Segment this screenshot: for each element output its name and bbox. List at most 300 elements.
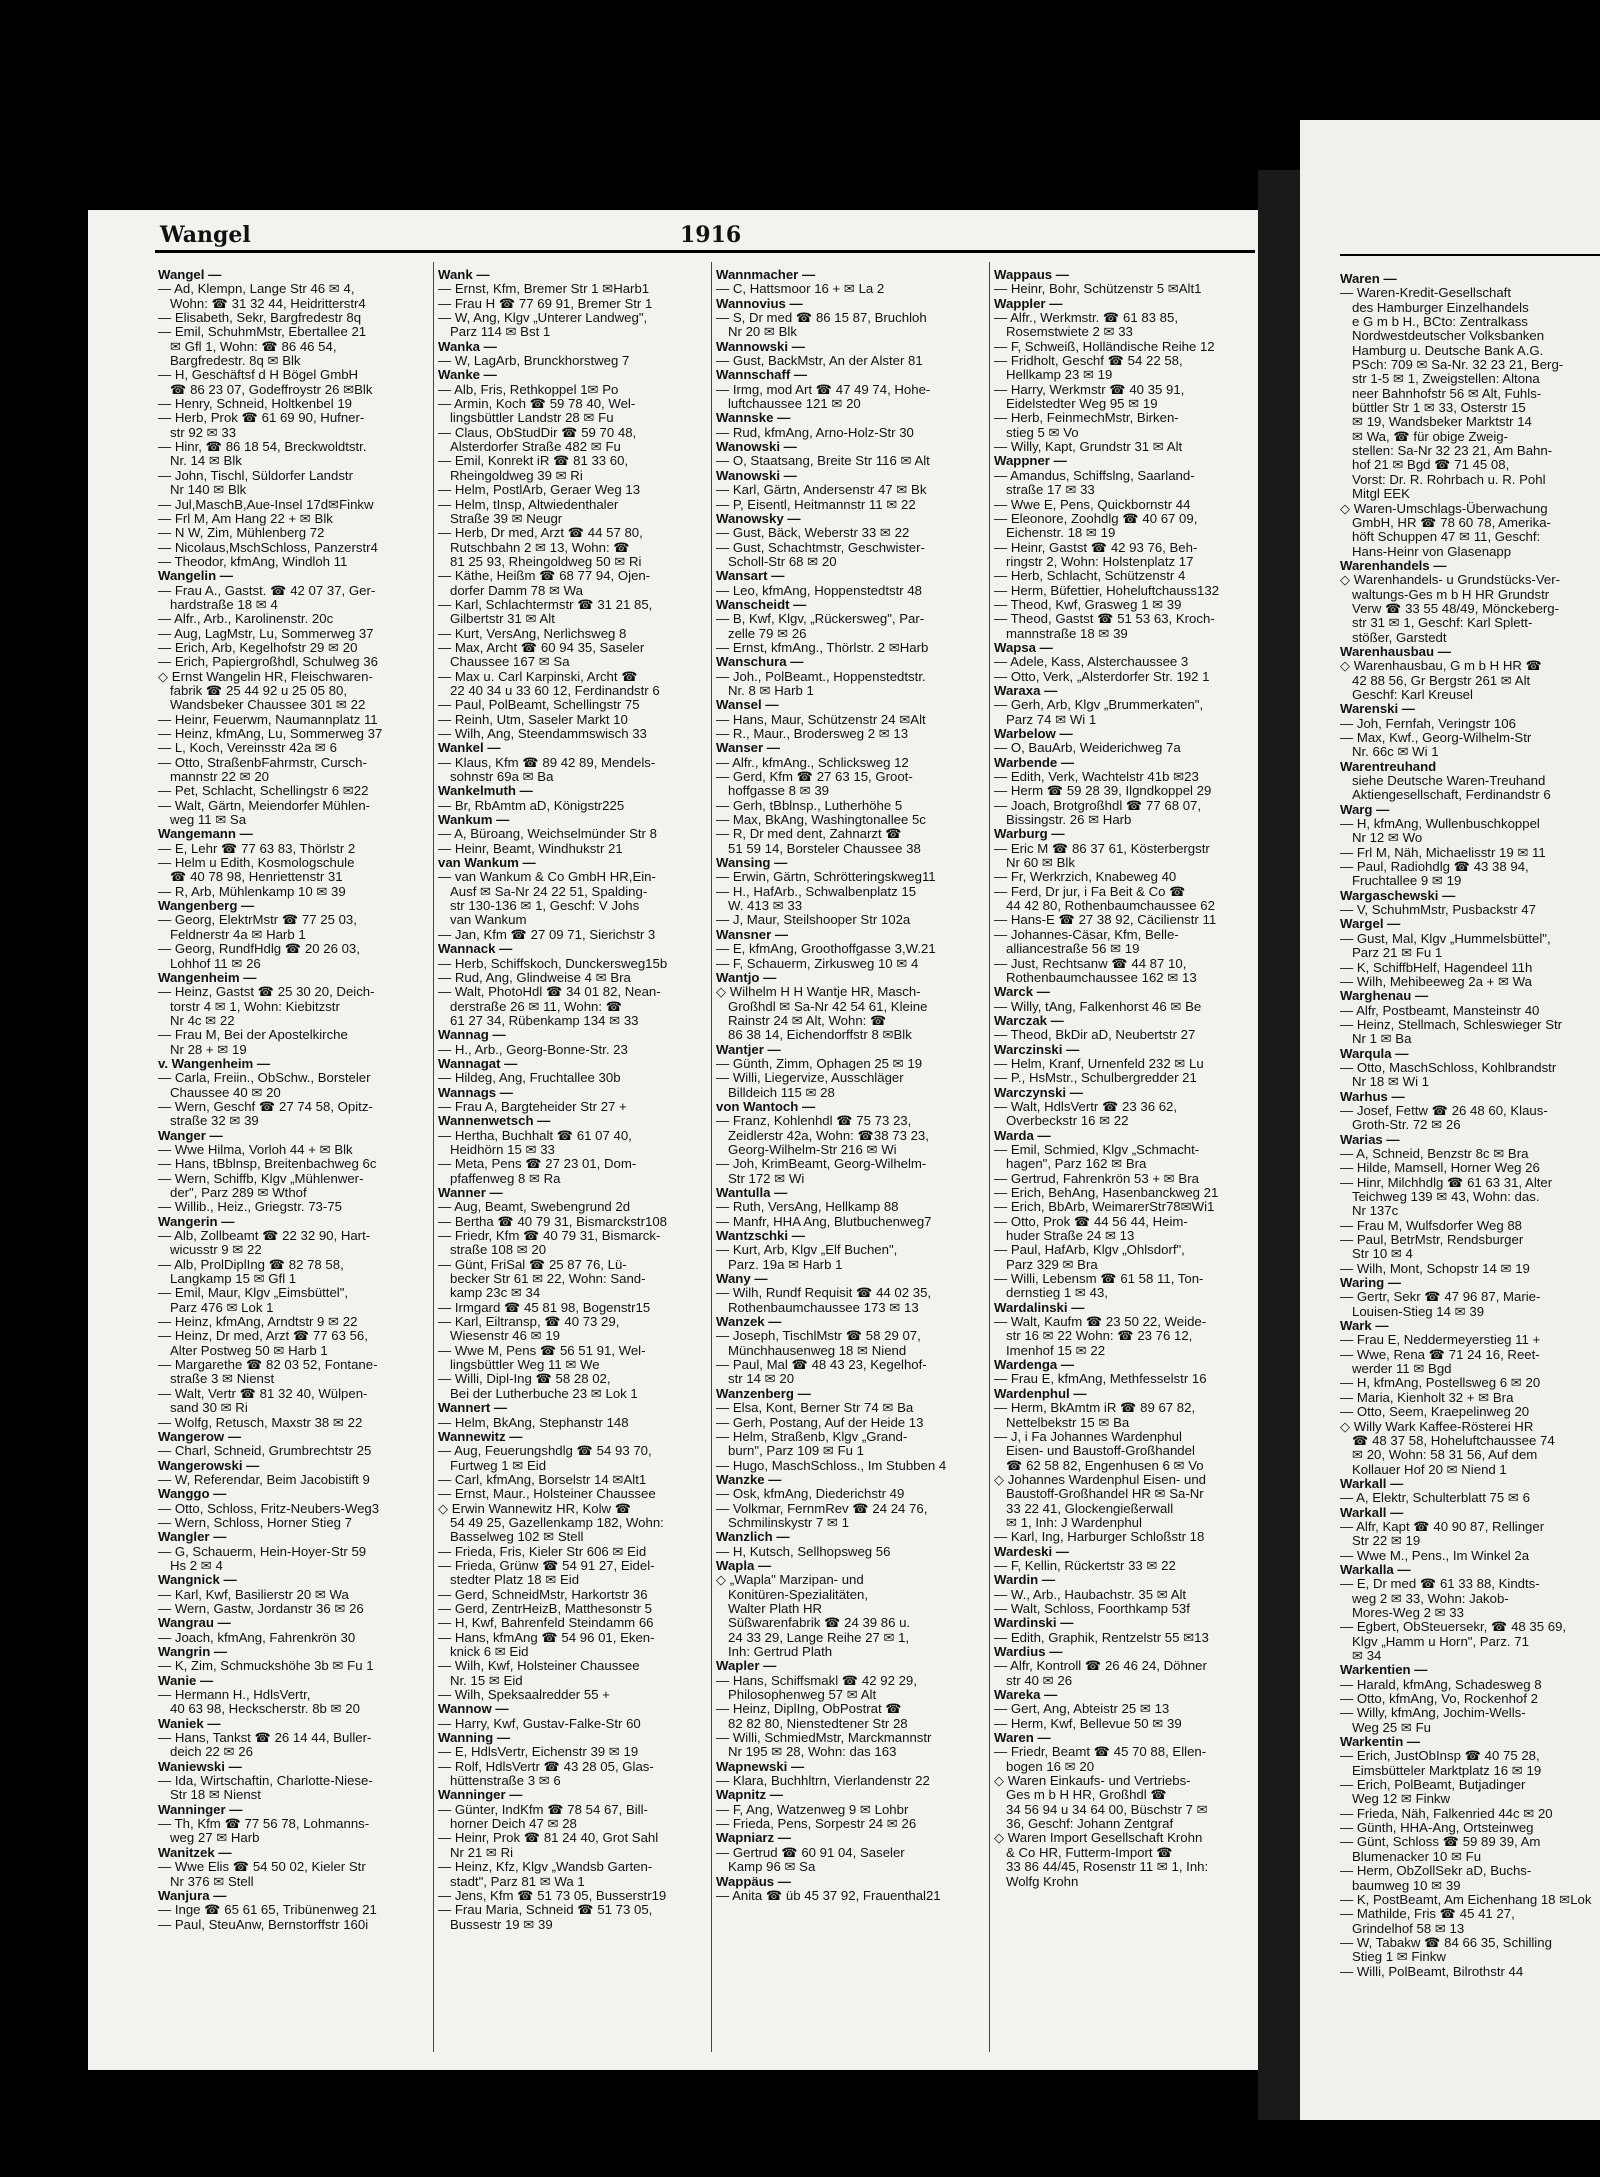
entry-line: — Erwin, Gärtn, Schrötteringskweg11 xyxy=(716,870,936,885)
entry-line: — Alfr, Kontroll ☎ 26 46 24, Döhner xyxy=(994,1659,1207,1674)
entry-line: Nr 195 ✉ 28, Wohn: das 163 xyxy=(728,1745,897,1760)
entry-line: Groth-Str. 72 ✉ 26 xyxy=(1352,1118,1461,1133)
entry-line: Parz 21 ✉ Fu 1 xyxy=(1352,946,1443,961)
entry-line: — H, Kwf, Bahrenfeld Steindamm 66 xyxy=(438,1616,654,1631)
entry-line: — Karl, Ing, Harburger Schloßstr 18 xyxy=(994,1530,1205,1545)
entry-line: Inh: Gertrud Plath xyxy=(728,1645,833,1659)
entry-line: — Willi, Dipl-Ing ☎ 58 28 02, xyxy=(438,1372,611,1387)
entry-line: — Hildeg, Ang, Fruchtallee 30b xyxy=(438,1071,621,1086)
entry-line: Teichweg 139 ✉ 43, Wohn: das. xyxy=(1352,1190,1540,1204)
entry-line: — Günth, Zimm, Ophagen 25 ✉ 19 xyxy=(716,1056,923,1071)
entry-line: — K, PostBeamt, Am Eichenhang 18 ✉Lok xyxy=(1340,1892,1592,1907)
entry-line: Wanzek — xyxy=(716,1315,782,1330)
entry-line: — Emil, Konrekt iR ☎ 81 33 60, xyxy=(438,454,629,469)
entry-line: Warentreuhand xyxy=(1340,759,1437,774)
entry-line: Wannewitz — xyxy=(438,1429,523,1444)
entry-line: ☎ 40 78 98, Henriettenstr 31 xyxy=(170,870,343,885)
entry-line: Nr 137c xyxy=(1352,1204,1399,1219)
entry-line: Bissingstr. 26 ✉ Harb xyxy=(1006,813,1132,828)
entry-line: — Inge ☎ 65 61 65, Tribünenweg 21 xyxy=(158,1903,377,1918)
entry-line: — Theod, BkDir aD, Neubertstr 27 xyxy=(994,1028,1196,1043)
entry-line: — Klara, Buchhltrn, Vierlandenstr 22 xyxy=(716,1774,930,1789)
entry-line: ◇ Waren Import Gesellschaft Krohn xyxy=(994,1831,1203,1846)
entry-line: — Wwe E, Pens, Quickbornstr 44 xyxy=(994,497,1191,512)
entry-line: — Frieda, Grünw ☎ 54 91 27, Eidel- xyxy=(438,1558,655,1573)
entry-line: 86 38 14, Eichendorffstr 8 ✉Blk xyxy=(728,1028,912,1043)
entry-line: Wanser — xyxy=(716,741,780,756)
entry-line: — Claus, ObStudDir ☎ 59 70 48, xyxy=(438,425,637,440)
entry-line: — Egbert, ObSteuersekr, ☎ 48 35 69, xyxy=(1340,1620,1567,1635)
entry-line: Alter Postweg 50 ✉ Harb 1 xyxy=(170,1343,328,1358)
entry-line: Wapnitz — xyxy=(716,1788,783,1803)
entry-line: — Otto, Schloss, Fritz-Neubers-Weg3 xyxy=(158,1501,380,1516)
entry-line: — Käthe, Heißm ☎ 68 77 94, Ojen- xyxy=(438,569,651,584)
column-5 xyxy=(1340,272,1600,1979)
entry-line: Warbende — xyxy=(994,755,1075,770)
entry-line: — Frau M, Wulfsdorfer Weg 88 xyxy=(1340,1218,1522,1233)
entry-line: — Wern, Schloss, Horner Stieg 7 xyxy=(158,1515,352,1530)
entry-line: baumweg 10 ✉ 39 xyxy=(1352,1878,1461,1893)
entry-line: straße 108 ✉ 20 xyxy=(450,1243,547,1258)
entry-line: — Maria, Kienholt 32 + ✉ Bra xyxy=(1340,1390,1514,1405)
entry-line: lingsbüttler Landstr 28 ✉ Fu xyxy=(450,411,614,426)
entry-line: Bargfredestr. 8q ✉ Blk xyxy=(170,354,301,369)
entry-line: mannstraße 18 ✉ 39 xyxy=(1006,626,1128,641)
entry-line: — Henry, Schneid, Holtkenbel 19 xyxy=(158,397,353,412)
entry-line: — Gertrud ☎ 60 91 04, Saseler xyxy=(716,1845,905,1860)
entry-line: — Willy, Kapt, Grundstr 31 ✉ Alt xyxy=(994,440,1183,455)
entry-line: Wannert — xyxy=(438,1401,508,1416)
entry-line: Nr 1 ✉ Ba xyxy=(1352,1032,1412,1047)
entry-line: — Mathilde, Fris ☎ 45 41 27, xyxy=(1340,1907,1515,1922)
entry-line: — Max, Archt ☎ 60 94 35, Saseler xyxy=(438,640,645,655)
entry-line: — K, Zim, Schmuckshöhe 3b ✉ Fu 1 xyxy=(158,1659,374,1674)
entry-line: Wardin — xyxy=(994,1573,1056,1588)
entry-line: — Adele, Kass, Alsterchaussee 3 xyxy=(994,655,1189,670)
entry-line: — Gert, Ang, Abteistr 25 ✉ 13 xyxy=(994,1702,1170,1717)
column-4 xyxy=(994,268,1256,1889)
entry-line: — Willi, SchmiedMstr, Marckmannstr xyxy=(716,1731,932,1746)
entry-line: Wappäus — xyxy=(716,1874,791,1889)
entry-line: ◇ Erwin Wannewitz HR, Kolw ☎ xyxy=(438,1501,632,1516)
entry-line: Wark — xyxy=(1340,1319,1389,1334)
entry-line: — Frau E, kfmAng, Methfesselstr 16 xyxy=(994,1372,1207,1387)
entry-line: Scholl-Str 68 ✉ 20 xyxy=(728,554,837,569)
entry-line: — Joh, KrimBeamt, Georg-Wilhelm- xyxy=(716,1157,927,1172)
entry-line: des Hamburger Einzelhandels xyxy=(1352,300,1529,315)
entry-line: Hans-Heinr von Glasenapp xyxy=(1352,544,1512,559)
entry-line: Nr 28 + ✉ 19 xyxy=(170,1042,247,1057)
entry-line: — Ad, Klempn, Lange Str 46 ✉ 4, xyxy=(158,282,355,297)
entry-line: 34 56 94 u 34 64 00, Büschstr 7 ✉ xyxy=(1006,1802,1208,1817)
entry-line: Eidelstedter Weg 95 ✉ 19 xyxy=(1006,397,1158,412)
entry-line: — Herb, Dr med, Arzt ☎ 44 57 80, xyxy=(438,526,643,541)
entry-line: — Gust, Schachtmstr, Geschwister- xyxy=(716,540,925,555)
entry-line: — Otto, kfmAng, Vo, Rockenhof 2 xyxy=(1340,1692,1538,1707)
entry-line: neer Bahnhofstr 56 ✉ Alt, Fuhls- xyxy=(1352,386,1542,401)
entry-line: — Frl M, Am Hang 22 + ✉ Blk xyxy=(158,511,333,526)
entry-line: Basselweg 102 ✉ Stell xyxy=(450,1530,584,1545)
entry-line: str 14 ✉ 20 xyxy=(728,1372,795,1387)
entry-line: — W., Arb., Haubachstr. 35 ✉ Alt xyxy=(994,1587,1187,1602)
entry-line: — Paul, BetrMstr, Rendsburger xyxy=(1340,1233,1524,1248)
entry-line: mannstr 22 ✉ 20 xyxy=(170,770,270,785)
entry-line: Wanzlich — xyxy=(716,1530,790,1545)
entry-line: — Gust, Mal, Klgv „Hummelsbüttel", xyxy=(1340,931,1551,946)
entry-line: — W, LagArb, Brunckhorstweg 7 xyxy=(438,354,630,369)
entry-line: Ges m b H HR, Großhdl ☎ xyxy=(1006,1788,1167,1803)
entry-line: — Margarethe ☎ 82 03 52, Fontane- xyxy=(158,1358,378,1373)
entry-line: ◇ „Wapla" Marzipan- und xyxy=(716,1573,864,1588)
entry-line: — Carl, kfmAng, Borselstr 14 ✉Alt1 xyxy=(438,1472,647,1487)
entry-line: Wappaus — xyxy=(994,268,1069,282)
entry-line: — Emil, SchuhmMstr, Ebertallee 21 xyxy=(158,325,367,340)
entry-line: Verw ☎ 33 55 48/49, Mönckeberg- xyxy=(1352,601,1560,616)
entry-line: Warkall — xyxy=(1340,1505,1404,1520)
entry-line: — Wilh, Mehibeeweg 2a + ✉ Wa xyxy=(1340,974,1532,989)
entry-line: Wanka — xyxy=(438,339,497,354)
entry-line: — Fridholt, Geschf ☎ 54 22 58, xyxy=(994,354,1183,369)
entry-line: — Wilh, Ang, Steendammswisch 33 xyxy=(438,727,647,741)
entry-line: Wohn: ☎ 31 32 44, Heidritterstr4 xyxy=(170,296,366,311)
entry-line: Hamburg u. Deutsche Bank A.G. xyxy=(1352,343,1544,358)
entry-line: — Helm, Straßenb, Klgv „Grand- xyxy=(716,1429,908,1444)
entry-line: — E, Dr med ☎ 61 33 88, Kindts- xyxy=(1340,1577,1540,1592)
entry-line: — O, Staatsang, Breite Str 116 ✉ Alt xyxy=(716,454,930,469)
entry-line: — Frau E, Neddermeyerstieg 11 + xyxy=(1340,1333,1541,1348)
entry-line: Wanner — xyxy=(438,1186,503,1200)
entry-line: — Heinr, Feuerwm, Naumannplatz 11 xyxy=(158,712,378,727)
entry-line: — Irmgard ☎ 45 81 98, Bogenstr15 xyxy=(438,1300,651,1315)
entry-line: Nettelbekstr 15 ✉ Ba xyxy=(1006,1415,1130,1430)
entry-line: — Kurt, VersAng, Nerlichsweg 8 xyxy=(438,626,627,641)
entry-line: — Hilde, Mamsell, Horner Weg 26 xyxy=(1340,1161,1540,1176)
entry-line: — F, Kellin, Rückertstr 33 ✉ 22 xyxy=(994,1558,1176,1573)
entry-line: Konitüren-Spezialitäten, xyxy=(728,1587,869,1602)
entry-line: Eimsbütteler Marktplatz 16 ✉ 19 xyxy=(1352,1763,1542,1778)
entry-line: — Alfr., kfmAng., Schlicksweg 12 xyxy=(716,755,909,770)
entry-line: Wangler — xyxy=(158,1530,227,1545)
entry-line: — Friedr, Beamt ☎ 45 70 88, Ellen- xyxy=(994,1745,1207,1760)
entry-line: Wangenberg — xyxy=(158,899,255,914)
entry-line: 54 49 25, Gazellenkamp 182, Wohn: xyxy=(450,1515,664,1530)
entry-line: — Waren-Kredit-Gesellschaft xyxy=(1340,286,1511,301)
entry-line: — Eric M ☎ 86 37 61, Kösterbergstr xyxy=(994,841,1210,856)
entry-line: Warhus — xyxy=(1340,1089,1405,1104)
entry-line: — Theod, Kwf, Grasweg 1 ✉ 39 xyxy=(994,597,1182,612)
entry-line: Wanger — xyxy=(158,1128,223,1143)
entry-line: — Volkmar, FernmRev ☎ 24 24 76, xyxy=(716,1501,928,1516)
entry-line: ◇ Wilhelm H H Wantje HR, Masch- xyxy=(716,985,921,1000)
entry-line: straße 17 ✉ 33 xyxy=(1006,483,1095,498)
entry-line: — Frau M, Bei der Apostelkirche xyxy=(158,1028,348,1043)
entry-line: — H, kfmAng, Wullenbuschkoppel xyxy=(1340,817,1540,832)
entry-line: — Walt, Kaufm ☎ 23 50 22, Weide- xyxy=(994,1315,1207,1330)
entry-line: dernstieg 1 ✉ 43, xyxy=(1006,1286,1108,1301)
entry-line: Wantjo — xyxy=(716,970,777,985)
entry-line: fabrik ☎ 25 44 92 u 25 05 80, xyxy=(170,683,347,698)
entry-line: Waren — xyxy=(994,1731,1051,1746)
entry-line: — Hinr, Milchhdlg ☎ 61 63 31, Alter xyxy=(1340,1175,1553,1190)
entry-line: — Frau A, Bargteheider Str 27 + xyxy=(438,1099,627,1114)
entry-line: Parz 329 ✉ Bra xyxy=(1006,1257,1098,1272)
entry-line: Hs 2 ✉ 4 xyxy=(170,1558,223,1573)
entry-line: — W, Tabakw ☎ 84 66 35, Schilling xyxy=(1340,1935,1552,1950)
entry-line: Chaussee 167 ✉ Sa xyxy=(450,655,570,670)
entry-line: str 1-5 ✉ 1, Zweigstellen: Altona xyxy=(1352,372,1540,387)
entry-line: — Frl M, Näh, Michaelisstr 19 ✉ 11 xyxy=(1340,845,1546,860)
entry-line: Baustoff-Großhandel HR ✉ Sa-Nr xyxy=(1006,1487,1204,1502)
entry-line: str 92 ✉ 33 xyxy=(170,425,237,440)
entry-line: Wansart — xyxy=(716,569,785,584)
entry-line: hoffgasse 8 ✉ 39 xyxy=(728,784,829,799)
entry-line: Wannenwetsch — xyxy=(438,1114,551,1129)
entry-line: — Johannes-Cäsar, Kfm, Belle- xyxy=(994,927,1179,942)
entry-line: — S, Dr med ☎ 86 15 87, Bruchloh xyxy=(716,311,927,326)
entry-line: — Wwe M., Pens., Im Winkel 2a xyxy=(1340,1548,1530,1563)
entry-line: — Joseph, TischlMstr ☎ 58 29 07, xyxy=(716,1329,921,1344)
entry-line: — C, Hattsmoor 16 + ✉ La 2 xyxy=(716,282,885,297)
entry-line: — A, Schneid, Benzstr 8c ✉ Bra xyxy=(1340,1146,1529,1161)
entry-line: — Fr, Werkrzich, Knabeweg 40 xyxy=(994,870,1177,885)
entry-line: Wanning — xyxy=(438,1731,511,1746)
entry-line: stößer, Garstedt xyxy=(1352,630,1447,645)
entry-line: Louisen-Stieg 14 ✉ 39 xyxy=(1352,1304,1485,1319)
entry-line: ◇ Waren-Umschlags-Überwachung xyxy=(1340,501,1548,516)
entry-line: Wangrin — xyxy=(158,1645,228,1659)
entry-line: Wanowski — xyxy=(716,468,797,483)
entry-line: — H., Arb., Georg-Bonne-Str. 23 xyxy=(438,1042,628,1057)
entry-line: 24 33 29, Lange Reihe 27 ✉ 1, xyxy=(728,1630,910,1645)
entry-line: Lohhof 11 ✉ 26 xyxy=(170,956,261,971)
entry-line: Großhdl ✉ Sa-Nr 42 54 61, Kleine xyxy=(728,999,928,1014)
entry-line: stieg 5 ✉ Vo xyxy=(1006,425,1079,440)
entry-line: — Max, Kwf., Georg-Wilhelm-Str xyxy=(1340,731,1532,745)
column-rule-1 xyxy=(433,262,434,2052)
entry-line: 33 86 44/45, Rosenstr 11 ✉ 1, Inh: xyxy=(1006,1860,1209,1875)
column-rule-3 xyxy=(989,262,990,2052)
entry-line: Wannow — xyxy=(438,1702,509,1717)
entry-line: — Herm ☎ 59 28 39, Ilgndkoppel 29 xyxy=(994,784,1212,799)
entry-line: — Gertrud, Fahrenkrön 53 + ✉ Bra xyxy=(994,1171,1199,1186)
entry-line: str 130-136 ✉ 1, Geschf: V Johs xyxy=(450,899,640,914)
entry-line: Wankelmuth — xyxy=(438,784,533,799)
entry-line: Wantjer — xyxy=(716,1042,781,1057)
entry-line: — Willi, PolBeamt, Bilrothstr 44 xyxy=(1340,1964,1524,1979)
entry-line: Nr. 14 ✉ Blk xyxy=(170,454,242,469)
entry-line: — Otto, Verk, „Alsterdorfer Str. 192 1 xyxy=(994,669,1210,684)
entry-line: Wannowski — xyxy=(716,339,805,354)
entry-line: — Amandus, Schiffslng, Saarland- xyxy=(994,468,1195,483)
entry-line: — Hans, tBblnsp, Breitenbachweg 6c xyxy=(158,1157,377,1172)
entry-line: — Günth, HHA-Ang, Ortsteinweg xyxy=(1340,1821,1534,1836)
entry-line: van Wankum xyxy=(450,913,527,928)
entry-line: dorfer Damm 78 ✉ Wa xyxy=(450,583,583,598)
entry-line: Wappler — xyxy=(994,296,1063,311)
entry-line: — Erich, PolBeamt, Butjadinger xyxy=(1340,1778,1526,1793)
entry-line: — Willi, Liegervize, Ausschläger xyxy=(716,1071,904,1086)
entry-line: — Hans-E ☎ 27 38 92, Cäcilienstr 11 xyxy=(994,913,1217,928)
entry-line: Wardenga — xyxy=(994,1358,1075,1373)
entry-line: kamp 23c ✉ 34 xyxy=(450,1286,541,1301)
entry-line: — Paul, SteuAnw, Bernstorffstr 160i xyxy=(158,1917,369,1932)
entry-line: — Paul, Mal ☎ 48 43 23, Kegelhof- xyxy=(716,1358,927,1373)
entry-line: — W, Ang, Klgv „Unterer Landweg", xyxy=(438,311,648,326)
entry-line: huder Straße 24 ✉ 13 xyxy=(1006,1229,1135,1244)
entry-line: ringstr 2, Wohn: Holstenplatz 17 xyxy=(1006,554,1194,569)
entry-line: — Alfr., Werkmstr. ☎ 61 83 85, xyxy=(994,311,1179,326)
entry-line: Wardius — xyxy=(994,1645,1063,1659)
entry-line: Wanke — xyxy=(438,368,497,383)
entry-line: Wannovius — xyxy=(716,296,803,311)
entry-line: ◇ Waren Einkaufs- und Vertriebs- xyxy=(994,1774,1191,1789)
entry-line: Warkalla — xyxy=(1340,1562,1411,1577)
entry-line: GmbH, HR ☎ 78 60 78, Amerika- xyxy=(1352,515,1551,530)
entry-line: Rainstr 24 ✉ Alt, Wohn: ☎ xyxy=(728,1013,887,1028)
entry-line: ✉ 1, Inh: J Wardenphul xyxy=(1006,1515,1142,1530)
entry-line: — Gerh, Postang, Auf der Heide 13 xyxy=(716,1415,924,1430)
entry-line: Nr. 15 ✉ Eid xyxy=(450,1673,523,1688)
entry-line: Mitgl EEK xyxy=(1352,487,1410,502)
column-3 xyxy=(716,268,986,1903)
entry-line: 61 27 34, Rübenkamp 134 ✉ 33 xyxy=(450,1013,639,1028)
entry-line: — R, Arb, Mühlenkamp 10 ✉ 39 xyxy=(158,884,346,899)
column-rule-2 xyxy=(711,262,712,2052)
entry-line: Eichenstr. 18 ✉ 19 xyxy=(1006,526,1116,541)
entry-line: — Wwe, Rena ☎ 71 24 16, Reet- xyxy=(1340,1347,1540,1362)
entry-line: — Herm, Kwf, Bellevue 50 ✉ 39 xyxy=(994,1716,1182,1731)
entry-line: str 40 ✉ 26 xyxy=(1006,1673,1073,1688)
entry-line: waltungs-Ges m b H HR Grundstr xyxy=(1352,587,1550,602)
entry-line: Nr 18 ✉ Wi 1 xyxy=(1352,1075,1430,1090)
entry-line: — Alb, Fris, Rethkoppel 1✉ Po xyxy=(438,382,619,397)
entry-line: — Helm, PostlArb, Geraer Weg 13 xyxy=(438,483,641,498)
entry-line: Wanitzek — xyxy=(158,1845,232,1860)
entry-line: str 16 ✉ 22 Wohn: ☎ 23 76 12, xyxy=(1006,1329,1193,1344)
entry-line: — Wilh, Rundf Requisit ☎ 44 02 35, xyxy=(716,1286,932,1301)
entry-line: Warias — xyxy=(1340,1132,1400,1147)
entry-line: Rosemstwiete 2 ✉ 33 xyxy=(1006,325,1133,340)
entry-line: ◇ Willy Wark Kaffee-Rösterei HR xyxy=(1340,1419,1534,1434)
entry-line: — Otto, StraßenbFahrmstr, Cursch- xyxy=(158,755,367,770)
entry-line: Süßwarenfabrik ☎ 24 39 86 u. xyxy=(728,1616,911,1631)
entry-line: — Rud, Ang, Glindweise 4 ✉ Bra xyxy=(438,970,631,985)
entry-line: Waren — xyxy=(1340,272,1397,286)
entry-line: Wapnewski — xyxy=(716,1759,805,1774)
page-number: 1916 xyxy=(680,222,742,248)
entry-line: — Anita ☎ üb 45 37 92, Frauenthal21 xyxy=(716,1888,941,1903)
entry-line: ☎ 86 23 07, Godeffroystr 26 ✉Blk xyxy=(170,382,373,397)
entry-line: höft Schuppen 47 ✉ 11, Geschf: xyxy=(1352,530,1541,545)
entry-line: — Nicolaus,MschSchloss, Panzerstr4 xyxy=(158,540,378,555)
entry-line: hof 21 ✉ Bgd ☎ 71 45 08, xyxy=(1352,458,1510,473)
entry-line: — Heinr, Gastst ☎ 42 93 76, Beh- xyxy=(994,540,1198,555)
entry-line: Wangnick — xyxy=(158,1573,237,1588)
entry-line: Wanzenberg — xyxy=(716,1386,811,1401)
entry-line: ◇ Warenhausbau, G m b H HR ☎ xyxy=(1340,659,1542,674)
entry-line: Waniek — xyxy=(158,1716,221,1731)
entry-line: 36, Geschf: Johann Zentgraf xyxy=(1006,1817,1174,1832)
entry-line: — K, SchiffbHelf, Hagendeel 11h xyxy=(1340,960,1533,975)
entry-line: Fruchtallee 9 ✉ 19 xyxy=(1352,874,1462,889)
entry-line: — Max u. Carl Karpinski, Archt ☎ xyxy=(438,669,638,684)
entry-line: Nr 20 ✉ Blk xyxy=(728,325,797,340)
entry-line: Wapla — xyxy=(716,1558,772,1573)
entry-line: — Jul,MaschB,Aue-Insel 17d✉Finkw xyxy=(158,497,374,512)
entry-line: — Gertr, Sekr ☎ 47 96 87, Marie- xyxy=(1340,1290,1541,1305)
entry-line: — R., Maur., Brodersweg 2 ✉ 13 xyxy=(716,727,909,741)
entry-line: sohnstr 69a ✉ Ba xyxy=(450,770,554,785)
entry-line: Wapniarz — xyxy=(716,1831,791,1846)
entry-line: — Walt, Gärtn, Meiendorfer Mühlen- xyxy=(158,798,371,813)
entry-line: Imenhof 15 ✉ 22 xyxy=(1006,1343,1106,1358)
entry-line: — H, kfmAng, Postellsweg 6 ✉ 20 xyxy=(1340,1376,1541,1391)
entry-line: 40 63 98, Heckscherstr. 8b ✉ 20 xyxy=(170,1702,360,1717)
entry-line: — Joach, kfmAng, Fahrenkrön 30 xyxy=(158,1630,356,1645)
entry-line: Wantzschki — xyxy=(716,1229,805,1244)
entry-line: — Herb, Schiffskoch, Dunckersweg15b xyxy=(438,956,668,971)
entry-line: — Walt, Schloss, Foorthkamp 53f xyxy=(994,1601,1190,1616)
entry-line: — Aug, LagMstr, Lu, Sommerweg 37 xyxy=(158,626,374,641)
entry-line: — Frau H ☎ 77 69 91, Bremer Str 1 xyxy=(438,296,653,311)
entry-line: — Frau A., Gastst. ☎ 42 07 37, Ger- xyxy=(158,583,376,598)
entry-line: — Edith, Graphik, Rentzelstr 55 ✉13 xyxy=(994,1630,1209,1645)
entry-line: Str 10 ✉ 4 xyxy=(1352,1247,1413,1262)
entry-line: — Just, Rechtsanw ☎ 44 87 10, xyxy=(994,956,1187,971)
entry-line: — Gerd, Kfm ☎ 27 63 15, Groot- xyxy=(716,770,913,785)
entry-line: — J, Maur, Steilshooper Str 102a xyxy=(716,913,911,928)
entry-line: Wardinski — xyxy=(994,1616,1074,1631)
entry-line: — Heinz, Dr med, Arzt ☎ 77 63 56, xyxy=(158,1329,368,1344)
entry-line: Georg-Wilhelm-Str 216 ✉ Wi xyxy=(728,1142,897,1157)
entry-line: Wandsbeker Chaussee 301 ✉ 22 xyxy=(170,698,366,713)
entry-line: — Wern, Gastw, Jordanstr 36 ✉ 26 xyxy=(158,1601,364,1616)
entry-line: Parz. 19a ✉ Harb 1 xyxy=(728,1257,843,1272)
entry-line: — Br, RbAmtm aD, Königstr225 xyxy=(438,798,625,813)
entry-line: Wangerin — xyxy=(158,1214,235,1229)
entry-line: — Herm, Büfettier, Hoheluftchauss132 xyxy=(994,583,1220,598)
entry-line: — E, kfmAng, Groothoffgasse 3,W.21 xyxy=(716,942,936,957)
entry-line: — Joach, Brotgroßhdl ☎ 77 68 07, xyxy=(994,798,1202,813)
entry-line: Waraxa — xyxy=(994,683,1058,698)
entry-line: — Theod, Gastst ☎ 51 53 63, Kroch- xyxy=(994,612,1215,627)
entry-line: — Meta, Pens ☎ 27 23 01, Dom- xyxy=(438,1157,637,1172)
entry-line: Wareka — xyxy=(994,1688,1058,1703)
entry-line: — Alfr., Arb., Karolinenstr. 20c xyxy=(158,612,334,627)
entry-line: — Gerd, SchneidMstr, Harkortstr 36 xyxy=(438,1587,648,1602)
entry-line: Wanscheidt — xyxy=(716,597,807,612)
entry-line: — Pet, Schlacht, Schellingstr 6 ✉22 xyxy=(158,784,369,799)
entry-line: — Manfr, HHA Ang, Blutbuchenweg7 xyxy=(716,1214,932,1229)
entry-line: — Erich, Arb, Kegelhofstr 29 ✉ 20 xyxy=(158,640,358,655)
entry-line: — Walt, PhotoHdl ☎ 34 01 82, Nean- xyxy=(438,985,661,1000)
running-head: Wangel xyxy=(160,222,251,248)
entry-line: — Leo, kfmAng, Hoppenstedtstr 48 xyxy=(716,583,922,598)
entry-line: — Wilh, Speksaalredder 55 + xyxy=(438,1688,610,1703)
entry-line: Str 22 ✉ 19 xyxy=(1352,1534,1421,1549)
entry-line: — Gerh, tBblnsp., Lutherhöhe 5 xyxy=(716,798,903,813)
entry-line: Weg 25 ✉ Fu xyxy=(1352,1720,1431,1735)
entry-line: Kamp 96 ✉ Sa xyxy=(728,1860,816,1875)
entry-line: & Co HR, Futterm-Import ☎ xyxy=(1006,1845,1173,1860)
entry-line: 33 22 41, Glockengießerwall xyxy=(1006,1501,1174,1516)
column-2 xyxy=(438,268,708,1932)
entry-line: Wanggo — xyxy=(158,1487,227,1502)
entry-line: — Friedr, Kfm ☎ 40 79 31, Bismarck- xyxy=(438,1229,661,1244)
entry-line: Wanschura — xyxy=(716,655,804,670)
entry-line: Nr 12 ✉ Wo xyxy=(1352,831,1423,846)
entry-line: — J, i Fa Johannes Wardenphul xyxy=(994,1429,1182,1444)
